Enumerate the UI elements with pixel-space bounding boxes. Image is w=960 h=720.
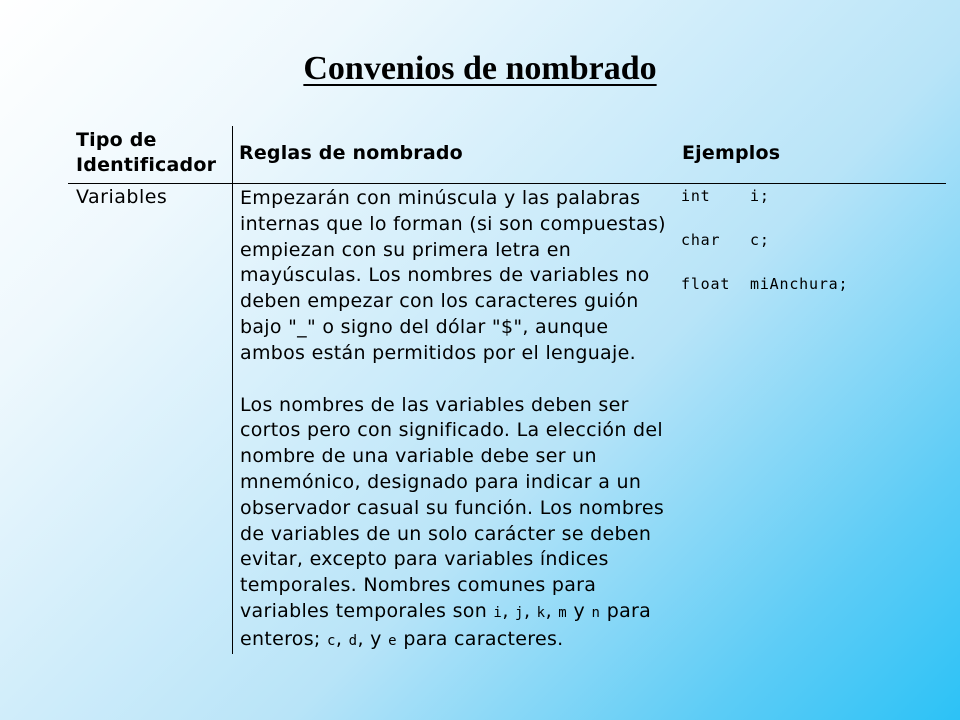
code-i: i [493, 604, 503, 621]
code-j: j [515, 604, 524, 621]
page-title: Convenios de nombrado [303, 50, 657, 87]
rules-paragraph-1: Empezarán con minúscula y las palabras internas que lo forman (si son compuestas) empiezan con su primera letra en mayúsculas. Los nombres de variables no deben empezar con los caracteres guión bajo "_" o signo del dólar "$", aunque ambos están permitidos por el lenguaje. [240, 187, 666, 364]
example-row [681, 186, 848, 230]
code-n: n [591, 604, 601, 621]
rules-p2-mid: para enteros; [240, 599, 652, 650]
conj-y: , y [357, 627, 389, 650]
example-name: miAnchura; [750, 275, 849, 293]
example-row [681, 230, 848, 274]
example-type: int [681, 187, 711, 205]
code-d: d [348, 632, 358, 649]
code-k: k [536, 604, 546, 621]
sep: , [335, 627, 349, 650]
example-type: char [681, 231, 721, 249]
conj-y: y [567, 599, 592, 622]
header-reglas: Reglas de nombrado [239, 142, 463, 164]
sep: , [523, 599, 537, 622]
rules-p2-text: Los nombres de las variables deben ser cortos pero con significado. La elección del nombre de una variable debe ser un mnemónico, designado para indicar a un observador casual su función. Los nombres de variables de un solo carácter se deben evitar, excepto para variables índices temporales. Nombres comunes para variables temporales son [240, 393, 665, 622]
cell-reglas [240, 186, 670, 655]
example-row [681, 274, 848, 318]
code-c: c [326, 632, 336, 649]
table-column-divider [232, 126, 233, 654]
code-e: e [388, 632, 398, 649]
header-ejemplos: Ejemplos [682, 142, 781, 164]
example-type: float [681, 275, 731, 293]
rules-paragraph-2 [240, 393, 670, 655]
cell-tipo-variables: Variables [76, 186, 168, 208]
header-tipo-line2: Identificador [76, 154, 217, 176]
code-m: m [558, 604, 568, 621]
example-name: c; [750, 231, 770, 249]
header-tipo-identificador [76, 128, 216, 178]
sep: , [502, 599, 516, 622]
header-tipo-line1: Tipo de [76, 129, 157, 151]
cell-ejemplos [681, 186, 848, 318]
table-header-divider [68, 183, 946, 184]
sep: , [545, 599, 559, 622]
rules-p2-end: para caracteres. [397, 627, 564, 650]
example-name: i; [750, 187, 770, 205]
